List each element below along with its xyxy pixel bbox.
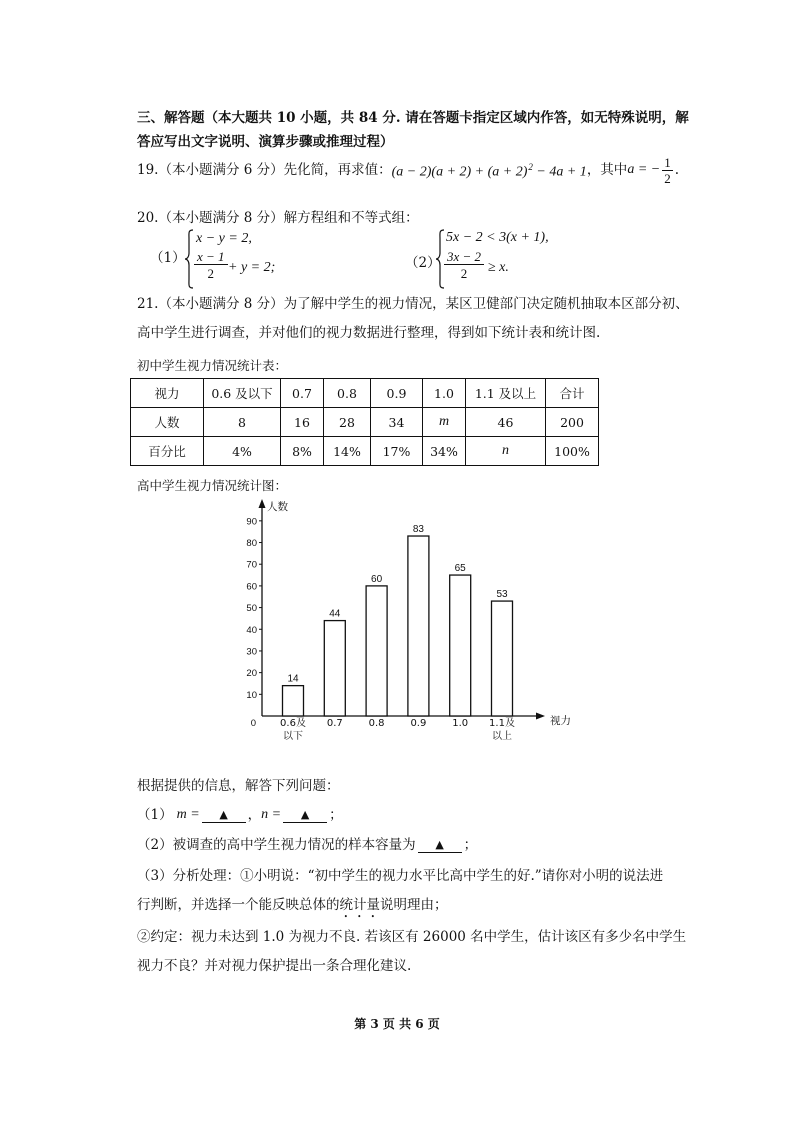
bar: [450, 575, 471, 716]
table-cell: 0.8: [324, 379, 371, 408]
sub-question-1: [137, 806, 343, 824]
question-19: [137, 154, 680, 186]
x-category-label: 1.0: [452, 718, 469, 729]
triangle-icon: ▲: [300, 807, 310, 821]
y-tick-label: 70: [246, 559, 257, 571]
bar: [283, 686, 304, 716]
page-footer: 第 3 页 共 6 页: [354, 1017, 440, 1031]
chart-marks: [246, 516, 515, 742]
section-heading-line1: 三、解答题（本大题共 10 小题，共 84 分. 请在答题卡指定区域内作答，如无特殊说明，解: [137, 110, 689, 126]
bar-value-label: 44: [329, 608, 341, 620]
q19-expression: $(a - 2)(a + 2) + (a + 2)^2 - 4a + 1$: [391, 162, 587, 180]
sub2-end: ；: [463, 837, 478, 853]
questions-intro: 根据提供的信息，解答下列问题：: [137, 778, 340, 794]
q20-part1-fraction: $\frac{x - 1}{2}$: [194, 250, 228, 280]
emphasized-term: 统计量: [339, 897, 380, 913]
table-cell: 46: [466, 408, 546, 437]
table-cell: 200: [546, 408, 599, 437]
y-axis-arrow-icon: [259, 499, 266, 508]
bar: [408, 536, 429, 716]
table-cell: 14%: [324, 437, 371, 466]
sub1-separator: ，: [247, 807, 262, 823]
table-cell: 合计: [546, 379, 599, 408]
q20-part2-label: （2）: [405, 255, 441, 271]
bar: [324, 621, 345, 716]
q20-part1-label: （1）: [150, 250, 186, 266]
bar: [366, 586, 387, 716]
x-axis-arrow-icon: [536, 713, 545, 720]
q19-separator: ，其中: [586, 162, 628, 178]
bar: [492, 601, 513, 716]
sub-question-2: [137, 836, 477, 854]
answer-blank-m: [202, 808, 246, 823]
q19-variable: a = −: [627, 162, 661, 177]
table-cell: 1.1 及以上: [466, 379, 546, 408]
q20-part1-equation1: x − y = 2,: [196, 231, 252, 246]
x-category-label: 0.8: [368, 718, 385, 729]
y-tick-label: 40: [246, 624, 257, 636]
sub-question-3-part2-line2: 视力不良？并对视力保护提出一条合理化建议.: [137, 958, 412, 974]
table-cell-variable-n: n: [466, 437, 546, 466]
bar-value-label: 83: [412, 524, 424, 536]
y-axis-label: 人数: [267, 501, 288, 513]
q19-end: .: [674, 162, 680, 178]
table-cell: 4%: [204, 437, 281, 466]
y-tick-label: 80: [246, 538, 257, 550]
table-cell: 17%: [371, 437, 423, 466]
table-cell: 人数: [131, 408, 204, 437]
y-tick-label: 50: [246, 603, 257, 615]
y-tick-label: 90: [246, 516, 257, 528]
q19-fraction: $\frac{1}{2}$: [664, 154, 671, 186]
table-cell: 1.0: [423, 379, 466, 408]
bar-value-label: 65: [454, 563, 466, 575]
table-cell: 16: [281, 408, 324, 437]
sub1-end: ；: [329, 807, 343, 823]
table-cell: 100%: [546, 437, 599, 466]
table-cell: 0.6 及以下: [204, 379, 281, 408]
sub-question-3-line1: （3）分析处理：①小明说：“初中学生的视力水平比高中学生的好.”请你对小明的说法进: [137, 868, 664, 884]
table-cell: 28: [324, 408, 371, 437]
question-21-line1: 21.（本小题满分 8 分）为了解中学生的视力情况，某区卫健部门决定随机抽取本区部分初、: [137, 296, 689, 312]
y-tick-label: 30: [246, 646, 257, 658]
table-row-count: [131, 408, 599, 437]
answer-blank-n: [283, 808, 327, 823]
q20-part2-inequality2-tail: ≥ x.: [488, 260, 509, 275]
junior-vision-table: [130, 378, 599, 466]
table-cell: 视力: [131, 379, 204, 408]
section-heading-line2: 答应写出文字说明、演算步骤或推理过程）: [137, 134, 394, 150]
q20-part1-equation2-tail: + y = 2;: [228, 260, 276, 275]
triangle-icon: ▲: [219, 807, 228, 821]
bar-value-label: 60: [371, 573, 383, 585]
answer-blank-sample-size: [418, 838, 462, 853]
bar-value-label: 53: [496, 589, 508, 601]
x-category-label: 1.1及以上: [489, 718, 515, 742]
table-row-percent: [131, 437, 599, 466]
table-cell: 8%: [281, 437, 324, 466]
table-cell-variable-m: m: [423, 408, 466, 437]
sub2-text: （2）被调查的高中学生视力情况的样本容量为: [137, 837, 416, 853]
y-tick-label: 20: [246, 668, 257, 680]
sub1-n-text: n =: [261, 807, 282, 822]
table-row-header: [131, 379, 599, 408]
sub-question-3-part2-line1: ②约定：视力未达到 1.0 为视力不良. 若该区有 26000 名中学生，估计该区有多少名中学生: [137, 929, 687, 945]
table-cell: 34%: [423, 437, 466, 466]
y-tick-label: 10: [246, 689, 257, 701]
q19-prefix: 19.（本小题满分 6 分）先化简，再求值：: [137, 162, 392, 178]
table-caption: 初中学生视力情况统计表：: [137, 358, 288, 373]
table-cell: 8: [204, 408, 281, 437]
q20-part2-fraction: $\frac{3x - 2}{2}$: [444, 250, 484, 280]
table-cell: 34: [371, 408, 423, 437]
sub1-m-text: m =: [176, 807, 200, 822]
question-20-prefix: 20.（本小题满分 8 分）解方程组和不等式组：: [137, 210, 419, 226]
question-21-line2: 高中学生进行调查，并对他们的视力数据进行整理，得到如下统计表和统计图.: [137, 325, 601, 341]
x-category-label: 0.7: [326, 718, 343, 729]
q20-part2-inequality1: 5x − 2 < 3(x + 1),: [446, 230, 549, 245]
left-brace-icon: [184, 229, 194, 289]
x-category-label: 0.9: [410, 718, 427, 729]
y-tick-label: 60: [246, 581, 257, 593]
x-category-label: 0.6及以下: [280, 718, 306, 742]
bar-value-label: 14: [287, 673, 299, 685]
table-cell: 0.7: [281, 379, 324, 408]
table-cell: 百分比: [131, 437, 204, 466]
triangle-icon: ▲: [435, 837, 444, 851]
sub1-label: （1）: [137, 807, 173, 823]
chart-caption: 高中学生视力情况统计图：: [137, 478, 288, 493]
sub-question-3-line2: 行判断，并选择一个能反映总体的统计量说明理由；: [137, 897, 448, 913]
origin-label: 0: [250, 718, 256, 729]
x-axis-label: 视力: [550, 715, 571, 727]
table-cell: 0.9: [371, 379, 423, 408]
senior-vision-bar-chart: [220, 498, 580, 748]
